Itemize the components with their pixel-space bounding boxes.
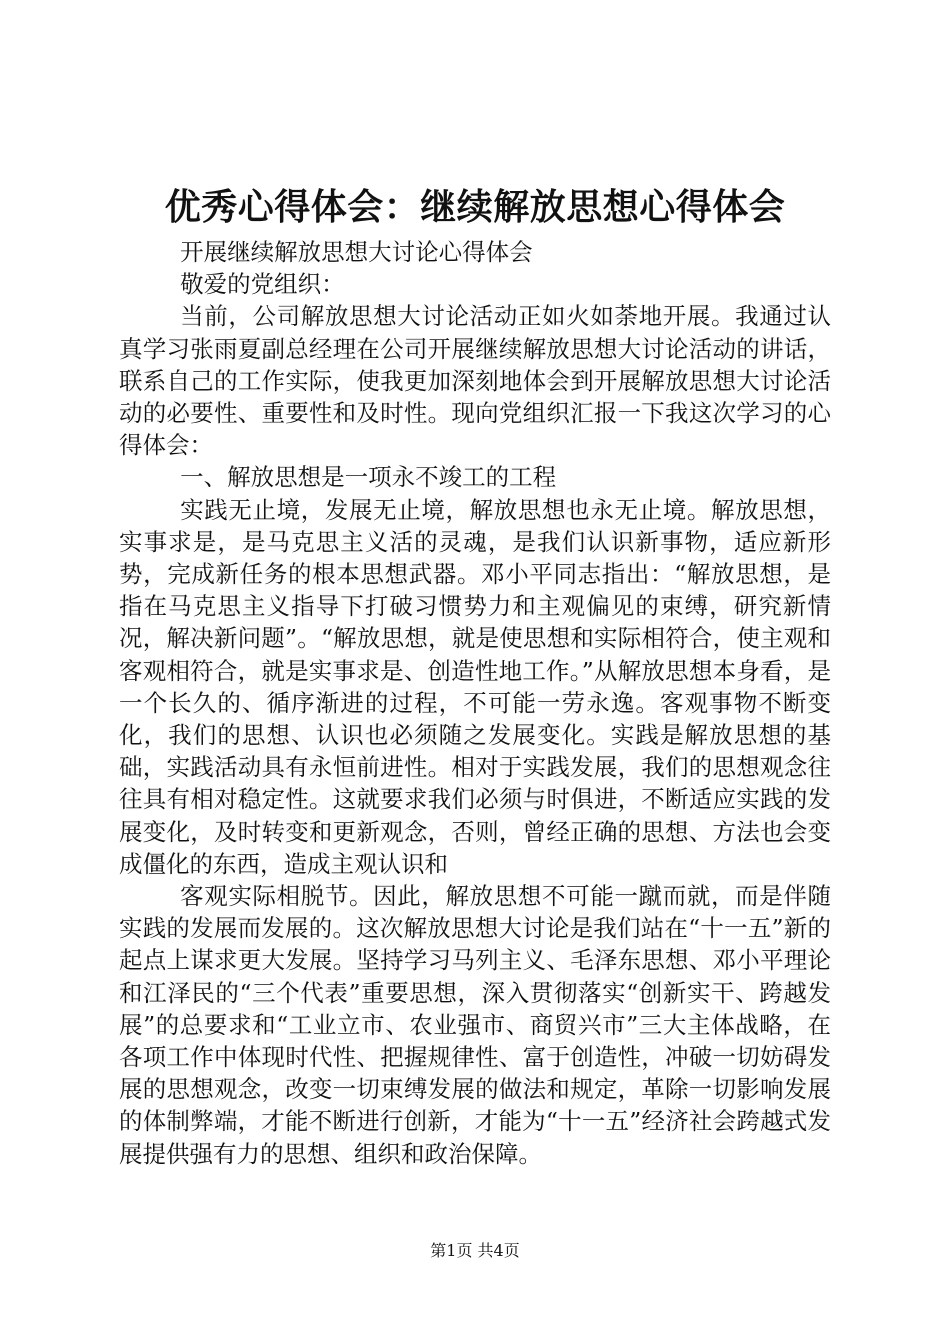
section-heading: 一、解放思想是一项永不竣工的工程 (180, 463, 557, 492)
body-paragraph: 实践无止境，发展无止境，解放思想也永无止境。解放思想，实事求是，是马克思主义活的灵魂，是我们认识新事物，适应新形势，完成新任务的根本思想武器。邓小平同志指出：“解放思想，是指在马克思主义指导下打破习惯势力和主观偏见的束缚，研究新情况，解决新问题”。“解放思想，就是使思想和实际相符合，使主观和客观相符合，就是实事求是、创造性地工作。”从解放思想本身看，是一个长久的、循序渐进的过程，不可能一劳永逸。客观事物不断变化，我们的思想、认识也必须随之发展变化。实践是解放思想的基础，实践活动具有永恒前进性。相对于实践发展，我们的思想观念往往具有相对稳定性。这就要求我们必须与时俱进，不断适应实践的发展变化，及时转变和更新观念，否则，曾经正确的思想、方法也会变成僵化的东西，造成主观认识和 (119, 495, 831, 878)
page-number-footer: 第1页 共4页 (430, 1241, 520, 1260)
salutation-paragraph: 敬爱的党组织： (180, 270, 345, 299)
document-title: 优秀心得体会：继续解放思想心得体会 (164, 187, 786, 228)
subtitle-paragraph: 开展继续解放思想大讨论心得体会 (180, 238, 533, 266)
body-paragraph: 客观实际相脱节。因此，解放思想不可能一蹴而就，而是伴随实践的发展而发展的。这次解放思想大讨论是我们站在“十一五”新的起点上谋求更大发展。坚持学习马列主义、毛泽东思想、邓小平理论和江泽民的“三个代表”重要思想，深入贯彻落实“创新实干、跨越发展”的总要求和“工业立市、农业强市、商贸兴市”三大主体战略，在各项工作中体现时代性、把握规律性、富于创造性，冲破一切妨碍发展的思想观念，改变一切束缚发展的做法和规定，革除一切影响发展的体制弊端，才能不断进行创新，才能为“十一五”经济社会跨越式发展提供强有力的思想、组织和政治保障。 (119, 882, 831, 1168)
body-paragraph: 当前，公司解放思想大讨论活动正如火如荼地开展。我通过认真学习张雨夏副总经理在公司开展继续解放思想大讨论活动的讲话，联系自己的工作实际，使我更加深刻地体会到开展解放思想大讨论活动的必要性、重要性和及时性。现向党组织汇报一下我这次学习的心得体会： (119, 302, 831, 460)
document-body (119, 236, 831, 1170)
